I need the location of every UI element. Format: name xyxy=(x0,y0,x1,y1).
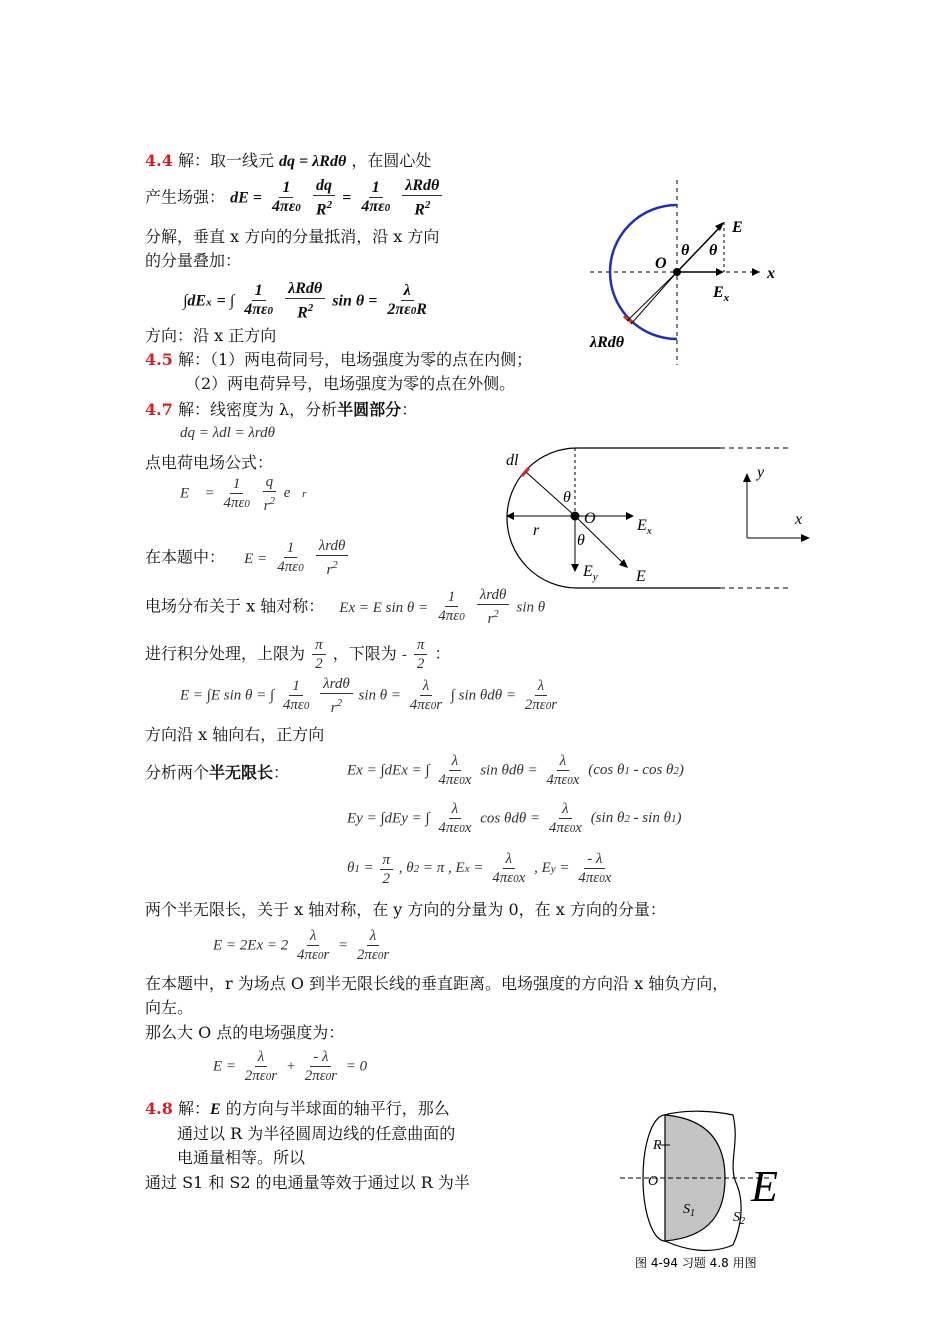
fig2-element-dl xyxy=(522,468,529,476)
eq-dE-lhs: dE = xyxy=(230,189,262,207)
eq-Ey-half: Ey = ∫dEy = ∫ $\frac{\lambda}{4\pi\varepsilon 0x}$ cos θdθ = $\frac{\lambda}{4\pi\varepsilon 0x}$ (sin θ2 - sin θ1) xyxy=(347,801,682,836)
fig1-E-label: E xyxy=(732,219,743,236)
eq-theta-values: θ1 = $\frac{\pi}{2}$ , θ2 = π , Ex = $\frac{\lambda}{4\pi\varepsilon 0x}$ , Ey = $\frac{- \lambda}{4\pi\varepsilon 0x}$ xyxy=(347,851,612,887)
p47-two xyxy=(145,762,289,784)
eq-here-lhs: E = xyxy=(244,550,268,567)
fig2-semicircle xyxy=(507,448,577,588)
eq-int-frac3: $\frac{\lambda}{2\pi\varepsilon 0R}$ xyxy=(387,282,427,319)
p47-left: 向左。 xyxy=(145,998,194,1017)
fig2-y-arrowhead xyxy=(743,473,751,482)
fig3-E-label: E xyxy=(751,1162,778,1211)
p47-point-formula: 点电荷电场公式： xyxy=(145,453,274,472)
p44-integral: ∫dEx = ∫ $\frac{1}{4\pi\varepsilon 0}$ $\frac{\text{λRdθ}}{R^2}$ sin θ = $\frac{\lambda}{2\pi\varepsilon 0R}$ xyxy=(183,280,432,322)
fig1-radius-2 xyxy=(631,272,677,324)
p45-label: 4.5 xyxy=(145,350,173,369)
eq-int-frac1: $\frac{1}{4\pi\varepsilon 0}$ xyxy=(244,282,274,319)
p47-integ-a: 进行积分处理，上限为 xyxy=(145,644,306,663)
eq-int-lhs: ∫dE xyxy=(183,292,207,310)
p44-line1a: 解：取一线元 xyxy=(177,151,274,170)
p48-line3: 电通量相等。所以 xyxy=(177,1148,306,1167)
p48-line2: 通过以 R 为半径圆周边线的任意曲面的 xyxy=(177,1124,456,1143)
p47-sum: 两个半无限长，关于 x 轴对称，在 y 方向的分量为 0，在 x 方向的分量： xyxy=(145,900,666,919)
eq-frac-dq: $\frac{dq}{R^2}$ xyxy=(313,177,335,219)
fig1-center-point xyxy=(673,268,681,276)
p47-two-c: ： xyxy=(273,763,290,782)
fig1-theta-2: θ xyxy=(709,242,718,259)
fig1-E-arrowhead xyxy=(715,222,724,231)
eq-point-charge: E⃗ = $\frac{1}{4\pi\varepsilon 0}$ $\frac{q}{r^2}$ e⃗r xyxy=(180,474,307,514)
fig3-S1-label: $S_1$ xyxy=(683,1202,695,1219)
figure-semicircle-4-4 xyxy=(585,175,795,365)
p48-line1a: 解： xyxy=(177,1099,210,1118)
eq-Ex-half: Ex = ∫dEx = ∫ $\frac{\lambda}{4\pi\varepsilon 0x}$ sin θdθ = $\frac{\lambda}{4\pi\varepsilon 0x}$ (cos θ1 - cos θ2) xyxy=(347,753,684,788)
fig1-O-label: O xyxy=(655,255,667,272)
p47-here: 在本题中： E = $\frac{1}{4\pi\varepsilon 0}$ $\frac{\text{λrdθ}}{r^2}$ xyxy=(145,537,350,579)
p44-line5: 方向：沿 x 正方向 xyxy=(145,326,277,345)
p45-line1 xyxy=(145,349,532,371)
eq-frac-lrd: $\frac{\text{λRdθ}}{R^2}$ xyxy=(402,177,442,219)
p47-line1a: 解：线密度为 λ，分析 xyxy=(177,400,338,419)
p47-sym: 电场分布关于 x 轴对称： Ex = E sin θ = $\frac{1}{4\pi\varepsilon 0}$ $\frac{\text{λrdθ}}{r^2}$ sin θ xyxy=(145,587,546,627)
eq-frac-4pi-2: $\frac{1}{4\pi\varepsilon 0}$ xyxy=(361,179,391,216)
fig1-semicircle-arc xyxy=(610,205,677,339)
p47-sym-text: 电场分布关于 x 轴对称： xyxy=(145,596,325,616)
p47-line1b: 半圆部分 xyxy=(337,400,402,419)
figure-semicircle-rods-4-7 xyxy=(495,440,825,610)
fig2-x-label: x xyxy=(795,511,803,528)
p47-here2: 在本题中，r 为场点 O 到半无限长线的垂直距离。电场强度的方向沿 x 轴负方向， xyxy=(145,974,729,993)
p47-total: 那么大 O 点的电场强度为： xyxy=(145,1023,345,1042)
p48-line1b: E xyxy=(209,1101,221,1118)
eq-Etotal: E = $\frac{\lambda}{2\pi\varepsilon 0r}$ + $\frac{- \lambda}{2\pi\varepsilon 0r}$ = 0 xyxy=(213,1049,368,1084)
fig2-E-label: E xyxy=(636,568,646,585)
p44-line2-text: 产生场强： xyxy=(145,187,226,207)
fig1-x-arrowhead xyxy=(752,268,760,276)
fig2-x-arrowhead xyxy=(801,534,810,542)
p48-line1 xyxy=(145,1098,450,1121)
p47-integ: 进行积分处理，上限为 $\frac{\pi}{2}$ ，下限为 - $\frac{\pi}{2}$ ： xyxy=(145,637,451,672)
eq-E2: E = 2Ex = 2 $\frac{\lambda}{4\pi\varepsilon 0r}$ = $\frac{\lambda}{2\pi\varepsilon 0r}$ xyxy=(213,928,390,963)
fig1-radius-1 xyxy=(627,272,677,321)
p44-line1b: ，在圆心处 xyxy=(351,151,432,170)
p48-label: 4.8 xyxy=(145,1099,173,1118)
fig1-x-label: x xyxy=(767,265,775,282)
fig3-caption: 图 4-94 习题 4.8 用图 xyxy=(635,1256,757,1270)
fig3-O-label: O xyxy=(648,1174,659,1189)
fig2-y-label: y xyxy=(757,464,765,481)
fig2-theta-1: θ xyxy=(563,489,571,506)
fig2-Ey-arrowhead xyxy=(571,564,579,572)
p45-line1-text: 解：（1）两电荷同号，电场强度为零的点在内侧； xyxy=(177,350,533,369)
fig2-center-point xyxy=(571,512,580,521)
eq-frac-4pi: $\frac{1}{4\pi\varepsilon 0}$ xyxy=(272,179,301,216)
fig2-r-label: r xyxy=(533,522,540,539)
p48-line1c: 的方向与半球面的轴平行，那么 xyxy=(220,1099,450,1118)
p45-line2: （2）两电荷异号，电场强度为零的点在外侧。 xyxy=(185,374,516,393)
p48-line4: 通过 S1 和 S2 的电通量等效于通过以 R 为半 xyxy=(145,1173,470,1192)
fig1-theta-1: θ xyxy=(681,242,690,259)
eq-int-frac2: $\frac{\text{λRdθ}}{R^2}$ xyxy=(285,280,325,322)
fig1-lambda-label: λRdθ xyxy=(590,334,625,351)
fig3-S2-label: $S_2$ xyxy=(733,1210,745,1227)
p44-line3: 分解，垂直 x 方向的分量抵消，沿 x 方向 xyxy=(145,227,440,246)
p44-line2: 产生场强： dE = $\frac{1}{4\pi\varepsilon 0}$ $\frac{dq}{R^2}$ = $\frac{1}{4\pi\varepsilon 0}$ $\frac{\text{λRdθ}}{R^2}$ xyxy=(145,177,444,219)
eq-dq: dq = λRdθ xyxy=(279,153,347,170)
fig2-theta-2: θ xyxy=(577,532,585,549)
p47-here-text: 在本题中： xyxy=(145,547,226,567)
eq-E-integral: E = ∫E sin θ = ∫ $\frac{1}{4\pi\varepsilon 0}$ $\frac{\text{λrdθ}}{r^2}$ sin θ = $\frac{\lambda}{4\pi\varepsilon 0r}$ ∫ sin θdθ = $\frac{\lambda}{2\pi\varepsilon 0r}$ xyxy=(180,676,558,716)
fig1-Ex-label: $E_x$ xyxy=(713,284,730,304)
fig3-R-label: R xyxy=(653,1138,662,1153)
fig1-Ex-arrowhead xyxy=(716,268,724,276)
p44-line1 xyxy=(145,150,431,173)
fig2-Ey-label: $E_y$ xyxy=(583,563,598,583)
figure-hemisphere-4-8 xyxy=(615,1105,790,1270)
eq-two-upper: 2 xyxy=(315,656,323,672)
p47-two-a: 分析两个 xyxy=(145,763,210,782)
p44-label: 4.4 xyxy=(145,151,173,170)
eq-sym: Ex = E sin θ = xyxy=(339,599,429,616)
p47-two-b: 半无限长 xyxy=(209,763,274,782)
eq-pi-upper: π xyxy=(312,636,326,655)
fig2-O-label: O xyxy=(584,510,596,527)
p47-integ-b: ，下限为 xyxy=(332,644,397,663)
eq-dq-rd: dq = λdl = λrdθ xyxy=(180,425,276,441)
p47-label: 4.7 xyxy=(145,400,173,419)
eq-neg: - xyxy=(401,647,407,663)
p47-integ-c: ： xyxy=(434,644,451,663)
fig2-Ex-label: $E_x$ xyxy=(637,517,652,537)
p47-dir: 方向沿 x 轴向右，正方向 xyxy=(145,725,325,744)
fig2-dl-label: dl xyxy=(506,452,519,469)
fig2-Ex-arrowhead xyxy=(626,512,634,520)
p47-line1c: ： xyxy=(401,400,418,419)
p44-line4: 的分量叠加： xyxy=(145,251,242,270)
p47-line1 xyxy=(145,399,417,421)
